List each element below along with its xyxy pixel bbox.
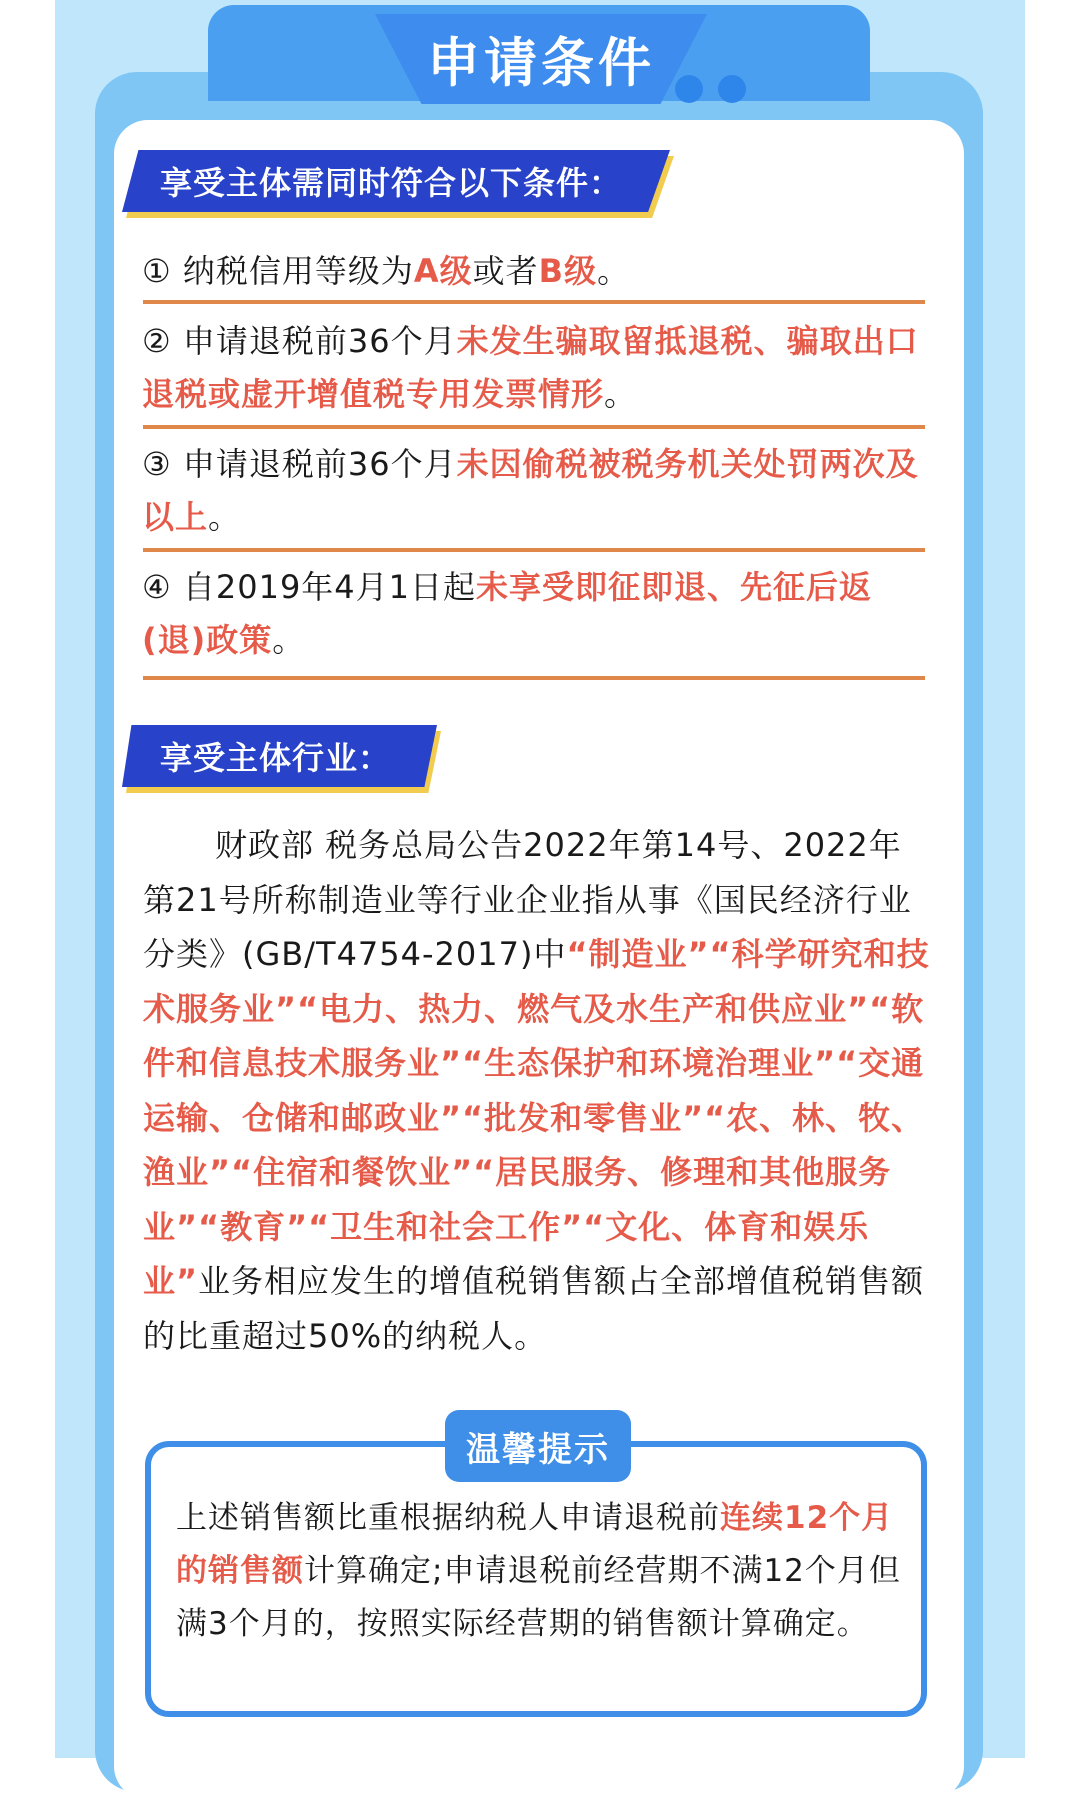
decorative-dot-1: [675, 75, 703, 103]
condition-text: 或者: [472, 252, 539, 290]
paragraph-outro: 业务相应发生的增值税销售额占全部增值税销售额的比重超过50%的纳税人。: [143, 1262, 925, 1355]
condition-highlight: B级: [538, 252, 598, 290]
section-heading-conditions: 享受主体需同时符合以下条件：: [160, 164, 623, 202]
paragraph-intro: 财政部 税务总局公告2022年第14号、2022年第21号所称制造业等行业企业指从事《国民经济行业分类》(GB/T4754-2017)中: [143, 826, 912, 973]
divider-1: [143, 300, 925, 304]
condition-text: 。: [604, 375, 638, 413]
condition-highlight: A级: [413, 252, 473, 290]
condition-number: ①: [142, 252, 172, 290]
page-title: 申请条件: [427, 33, 655, 94]
condition-text: 。: [208, 498, 242, 536]
section-tag-industries: [122, 725, 437, 787]
condition-highlight: 未因偷税被税务机关处罚两次及以上: [142, 445, 919, 536]
condition-1: [142, 245, 932, 298]
condition-2: [142, 315, 932, 421]
condition-number: ②: [142, 322, 172, 360]
condition-highlight: 未享受即征即退、先征后返(退)政策: [142, 568, 873, 659]
condition-text: 自2019年4月1日起: [182, 568, 477, 606]
decorative-dot-2: [718, 75, 746, 103]
industries-paragraph: [143, 818, 933, 1363]
divider-3: [143, 548, 925, 552]
tips-text-pre: 上述销售额比重根据纳税人申请退税前: [176, 1500, 720, 1536]
condition-text: 。: [272, 621, 306, 659]
tips-text-post: 计算确定;申请退税前经营期不满12个月但满3个月的，按照实际经营期的销售额计算确定。: [176, 1553, 901, 1642]
divider-4: [143, 676, 925, 680]
condition-text: 申请退税前36个月: [182, 322, 457, 360]
tips-highlight: 连续12个月的销售额: [176, 1500, 894, 1589]
condition-3: [142, 438, 932, 544]
section-heading-industries: 享受主体行业：: [160, 739, 392, 777]
condition-number: ④: [142, 568, 172, 606]
condition-text: 申请退税前36个月: [182, 445, 457, 483]
section-tag-conditions: [122, 150, 670, 212]
condition-highlight: 未发生骗取留抵退税、骗取出口退税或虚开增值税专用发票情形: [142, 322, 919, 413]
condition-text: 纳税信用等级为: [182, 252, 414, 290]
tips-label: 温馨提示: [445, 1410, 631, 1482]
tips-text: [176, 1492, 906, 1651]
divider-2: [143, 425, 925, 429]
industry-list-highlight: “制造业”“科学研究和技术服务业”“电力、热力、燃气及水生产和供应业”“软件和信息技术服务业”“生态保护和环境治理业”“交通运输、仓储和邮政业”“批发和零售业”“农、林、牧、渔业”“住宿和餐饮业”“居民服务、修理和其他服务业”“教育”“卫生和社会工作”“文化、体育和娱乐业”: [143, 935, 930, 1300]
condition-text: 。: [597, 252, 631, 290]
condition-number: ③: [142, 445, 172, 483]
condition-4: [142, 561, 932, 667]
